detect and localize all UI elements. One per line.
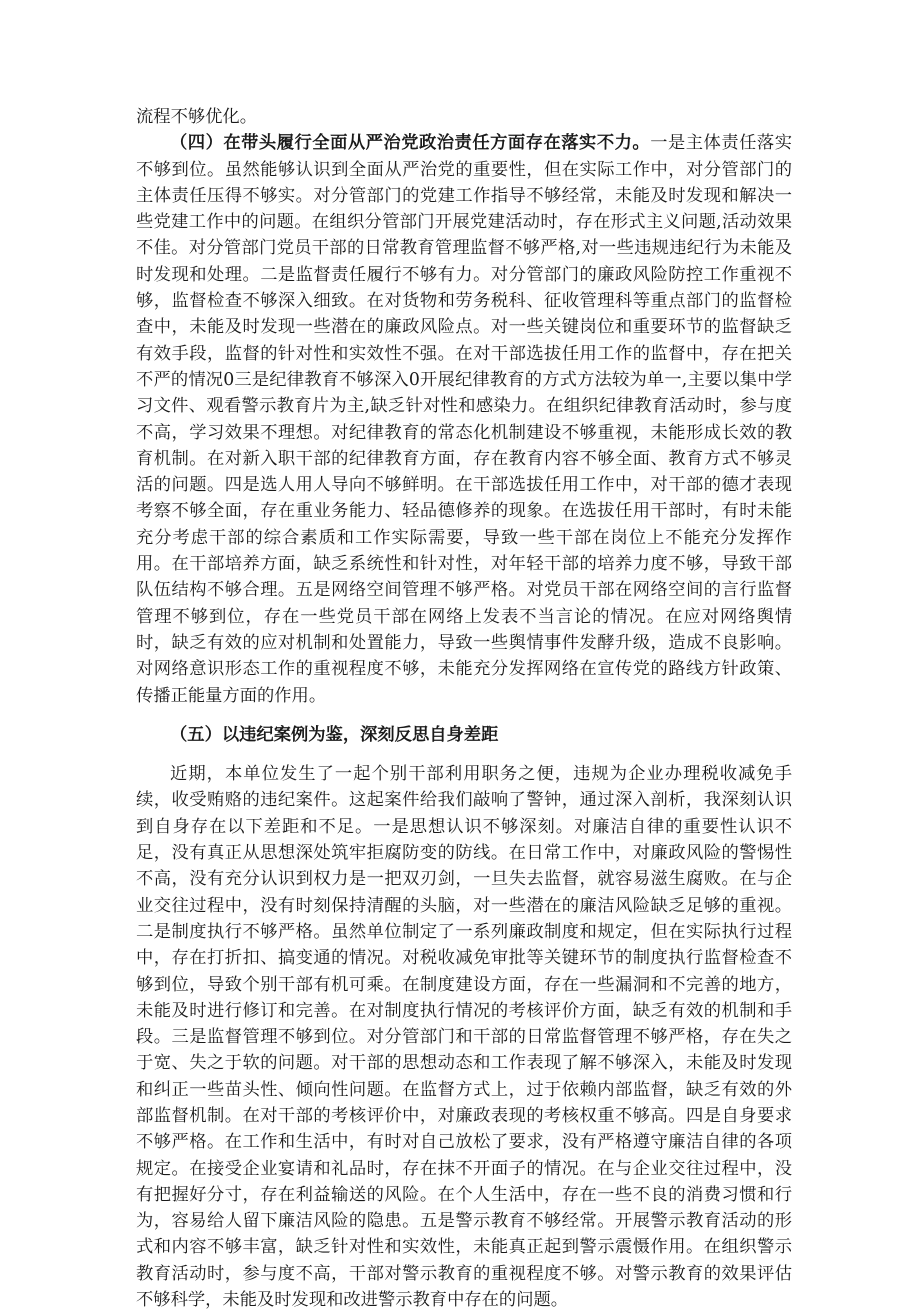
section-5-heading: （五）以违纪案例为鉴，深刻反思自身差距 — [170, 724, 499, 745]
paragraph-continuation: 流程不够优化。 — [136, 107, 257, 127]
section-4-body: 一是主体责任落实不够到位。虽然能够认识到全面从严治党的重要性，但在实际工作中，对分管部门的主体责任压得不够实。对分管部门的党建工作指导不够经常，未能及时发现和解决一些党建工作中的问题。在组织分管部门开展党建活动时，存在形式主义问题,活动效果不佳。对分管部门党员干部的日常教育管理监督不够严格,对一些违规违纪行为未能及时发现和处理。二是监督责任履行不够有力。对分管部门的廉政风险防控工作重视不够，监督检查不够深入细致。在对货物和劳务税科、征收管理科等重点部门的监督检查中，未能及时发现一些潜在的廉政风险点。对一些关键岗位和重要环节的监督缺乏有效手段，监督的针对性和实效性不强。在对干部选拔任用工作的监督中，存在把关不严的情况0三是纪律教育不够深入0开展纪律教育的方式方法较为单一,主要以集中学习文件、观看警示教育片为主,缺乏针对性和感染力。在组织纪律教育活动时，参与度不高，学习效果不理想。对纪律教育的常态化机制建设不够重视，未能形成长效的教育机制。在对新入职干部的纪律教育方面，存在教育内容不够全面、教育方式不够灵活的问题。四是选人用人导向不够鲜明。在干部选拔任用工作中，对干部的德才表现考察不够全面，存在重业务能力、轻品德修养的现象。在选拔任用干部时，有时未能充分考虑干部的综合素质和工作实际需要，导致一些干部在岗位上不能充分发挥作用。在干部培养方面，缺乏系统性和针对性，对年轻干部的培养力度不够，导致干部队伍结构不够合理。五是网络空间管理不够严格。对党员干部在网络空间的言行监督管理不够到位，存在一些党员干部在网络上发表不当言论的情况。在应对网络舆情时，缺乏有效的应对机制和处置能力，导致一些舆情事件发酵升级，造成不良影响。对网络意识形态工作的重视程度不够，未能充分发挥网络在宣传党的路线方针政策、传播正能量方面的作用。 — [136, 133, 792, 706]
section-5-body: 近期，本单位发生了一起个别干部利用职务之便，违规为企业办理税收减免手续，收受贿赂的违纪案件。这起案件给我们敲响了警钟，通过深入剖析，我深刻认识到自身存在以下差距和不足。一是思想认识不够深刻。对廉洁自律的重要性认识不足，没有真正从思想深处筑牢拒腐防变的防线。在日常工作中，对廉政风险的警惕性不高，没有充分认识到权力是一把双刃剑，一旦失去监督，就容易滋生腐败。在与企业交往过程中，没有时刻保持清醒的头脑，对一些潜在的廉洁风险缺乏足够的重视。二是制度执行不够严格。虽然单位制定了一系列廉政制度和规定，但在实际执行过程中，存在打折扣、搞变通的情况。对税收减免审批等关键环节的制度执行监督检查不够到位，导致个别干部有机可乘。在制度建设方面，存在一些漏洞和不完善的地方，未能及时进行修订和完善。在对制度执行情况的考核评价方面，缺乏有效的机制和手段。三是监督管理不够到位。对分管部门和干部的日常监督管理不够严格，存在失之于宽、失之于软的问题。对干部的思想动态和工作表现了解不够深入，未能及时发现和纠正一些苗头性、倾向性问题。在监督方式上，过于依赖内部监督，缺乏有效的外部监督机制。在对干部的考核评价中，对廉政表现的考核权重不够高。四是自身要求不够严格。在工作和生活中，有时对自己放松了要求，没有严格遵守廉洁自律的各项规定。在接受企业宴请和礼品时，存在抹不开面子的情况。在与企业交往过程中，没有把握好分寸，存在利益输送的风险。在个人生活中，存在一些不良的消费习惯和行为，容易给人留下廉洁风险的隐患。五是警示教育不够经常。开展警示教育活动的形式和内容不够丰富，缺乏针对性和实效性，未能真正起到警示震慑作用。在组织警示教育活动时，参与度不高，干部对警示教育的重视程度不够。对警示教育的效果评估不够科学，未能及时发现和改进警示教育中存在的问题。 — [136, 764, 792, 1311]
section-4-heading: （四）在带头履行全面从严治党政治责任方面存在落实不力。 — [170, 133, 651, 154]
document-page — [136, 104, 792, 1313]
paragraph-section-4 — [136, 130, 792, 709]
